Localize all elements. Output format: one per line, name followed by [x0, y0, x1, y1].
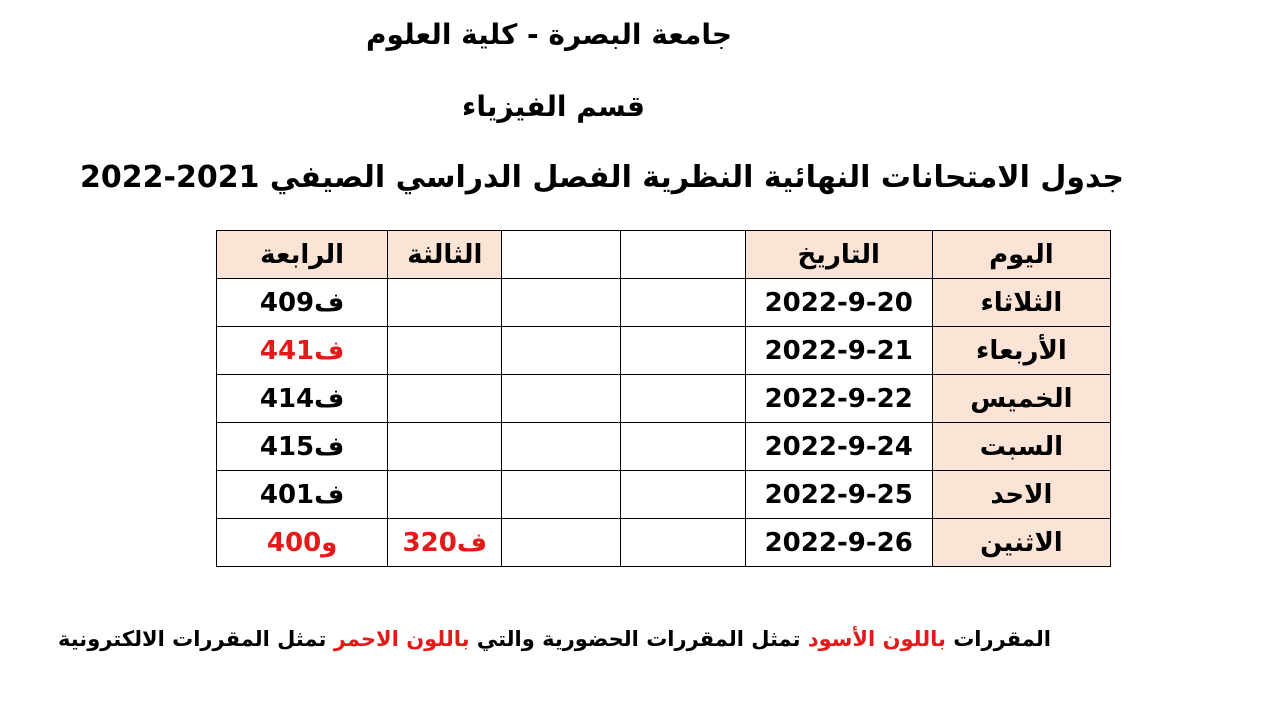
day-cell: الاثنين [932, 519, 1110, 567]
fourth-year-cell: ف415 [217, 423, 388, 471]
header-day: اليوم [932, 231, 1110, 279]
empty-cell [621, 471, 745, 519]
table-row [217, 471, 1111, 519]
legend-red-label: باللون الاحمر [333, 627, 470, 651]
table-row [217, 327, 1111, 375]
fourth-year-cell-electronic: ف441 [217, 327, 388, 375]
empty-cell [502, 327, 621, 375]
empty-cell [502, 375, 621, 423]
color-legend-note [58, 627, 1051, 651]
empty-cell [621, 423, 745, 471]
legend-black-label: باللون الأسود [807, 627, 946, 651]
day-cell: الثلاثاء [932, 279, 1110, 327]
empty-cell [621, 375, 745, 423]
legend-text: المقررات [945, 627, 1051, 651]
date-value: 2022-9-24 [764, 431, 913, 462]
fourth-year-cell: ف401 [217, 471, 388, 519]
university-title: جامعة البصرة - كلية العلوم [366, 18, 733, 51]
empty-cell [502, 471, 621, 519]
day-cell: السبت [932, 423, 1110, 471]
date-value: 2022-9-26 [764, 527, 913, 558]
empty-cell [621, 519, 745, 567]
fourth-year-cell-electronic: و400 [217, 519, 388, 567]
empty-cell [502, 423, 621, 471]
third-year-cell [388, 327, 502, 375]
legend-text: تمثل المقررات الحضورية والتي [469, 627, 808, 651]
third-year-cell [388, 375, 502, 423]
empty-cell [621, 279, 745, 327]
table-row [217, 279, 1111, 327]
day-cell: الاحد [932, 471, 1110, 519]
header-fourth: الرابعة [217, 231, 388, 279]
table-row [217, 423, 1111, 471]
date-cell [745, 279, 932, 327]
date-value: 2022-9-22 [764, 383, 913, 414]
date-cell [745, 423, 932, 471]
third-year-cell [388, 471, 502, 519]
fourth-year-cell: ف414 [217, 375, 388, 423]
exam-schedule-table [216, 230, 1111, 567]
empty-cell [502, 279, 621, 327]
table-header-row [217, 231, 1111, 279]
schedule-title: جدول الامتحانات النهائية النظرية الفصل الدراسي الصيفي 2021-2022 [80, 160, 1124, 195]
table-row [217, 519, 1111, 567]
table-row [217, 375, 1111, 423]
department-title: قسم الفيزياء [462, 90, 645, 123]
empty-cell [621, 327, 745, 375]
date-cell [745, 327, 932, 375]
header-empty [502, 231, 621, 279]
date-value: 2022-9-25 [764, 479, 913, 510]
date-cell [745, 471, 932, 519]
legend-text: تمثل المقررات الالكترونية [58, 627, 334, 651]
header-third: الثالثة [388, 231, 502, 279]
header-date: التاريخ [745, 231, 932, 279]
third-year-cell [388, 423, 502, 471]
date-cell [745, 519, 932, 567]
date-value: 2022-9-21 [764, 335, 913, 366]
header-empty [621, 231, 745, 279]
day-cell: الأربعاء [932, 327, 1110, 375]
empty-cell [502, 519, 621, 567]
third-year-cell-electronic: ف320 [388, 519, 502, 567]
date-value: 2022-9-20 [764, 287, 913, 318]
third-year-cell [388, 279, 502, 327]
date-cell [745, 375, 932, 423]
fourth-year-cell: ف409 [217, 279, 388, 327]
day-cell: الخميس [932, 375, 1110, 423]
